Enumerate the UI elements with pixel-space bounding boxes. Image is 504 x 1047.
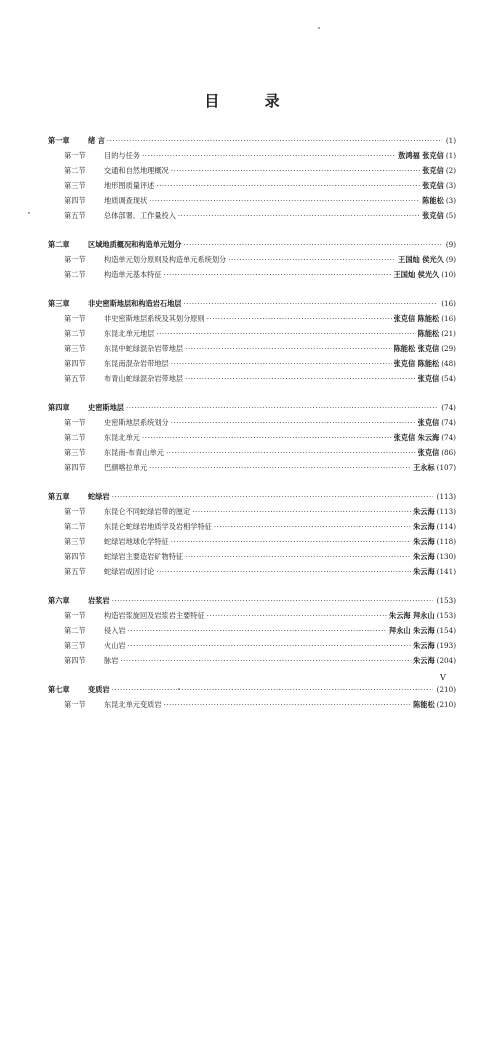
section-row: [48, 178, 456, 193]
section-row: [48, 326, 456, 341]
chapter-row: [48, 682, 456, 697]
page-reference: (48): [441, 359, 456, 368]
section-title: 构造单元基本特征: [104, 270, 162, 279]
author-names: 陈能松: [413, 700, 435, 709]
section-row: [48, 623, 456, 638]
chapter-number: 第一章: [48, 136, 70, 145]
dot-leader: [171, 534, 411, 549]
chapter-block: [48, 682, 456, 712]
section-row: [48, 252, 456, 267]
section-title: 侵入岩: [104, 626, 126, 635]
page-reference: (107): [436, 463, 456, 472]
section-number: 第四节: [64, 656, 86, 665]
section-row: [48, 549, 456, 564]
section-number: 第二节: [64, 329, 86, 338]
chapter-number: 第五章: [48, 492, 70, 501]
section-row: [48, 341, 456, 356]
section-title: 蛇绿岩地球化学特征: [104, 537, 169, 546]
section-number: 第三节: [64, 181, 86, 190]
section-row: [48, 208, 456, 223]
dot-leader: [185, 549, 411, 564]
section-number: 第二节: [64, 166, 86, 175]
section-row: [48, 267, 456, 282]
section-row: [48, 504, 456, 519]
page-number: V: [440, 673, 446, 682]
dot-leader: [149, 193, 420, 208]
page-reference: (21): [441, 329, 456, 338]
author-names: 陈能松 张克信: [393, 344, 440, 353]
section-title: 蛇绿岩成因讨论: [104, 567, 155, 576]
author-names: 张克信: [417, 448, 440, 457]
page-reference: (10): [441, 270, 456, 279]
chapter-block: [48, 593, 456, 668]
chapter-title: 史密斯地层: [88, 403, 124, 412]
section-title: 东昆中蛇绿混杂岩带地层: [104, 344, 184, 353]
scan-speck: [318, 27, 320, 29]
page-reference: (9): [445, 255, 456, 264]
page-reference: (113): [436, 492, 456, 501]
author-names: 朱云海: [413, 552, 435, 561]
dot-leader: [178, 208, 420, 223]
author-names: 朱云海: [413, 567, 435, 576]
author-names: 王永标: [413, 463, 435, 472]
section-number: 第二节: [64, 522, 86, 531]
section-title: 东昆北单元: [104, 433, 140, 442]
author-names: 张克信 陈能松: [393, 314, 440, 323]
chapter-title: 绪 言: [88, 136, 105, 145]
dot-leader: [107, 133, 442, 148]
section-number: 第一节: [64, 255, 86, 264]
section-row: [48, 356, 456, 371]
author-names: 朱云海: [413, 507, 435, 516]
dot-leader: [164, 267, 392, 282]
author-names: 王国灿 侯光久: [398, 255, 444, 264]
dot-leader: [112, 682, 433, 697]
section-title: 构造岩浆旋回及岩浆岩主要特征: [104, 611, 205, 620]
section-title: 蛇绿岩主要造岩矿物特征: [104, 552, 184, 561]
dot-leader: [166, 445, 416, 460]
page-reference: (3): [445, 196, 456, 205]
author-names: 朱云海: [413, 641, 435, 650]
author-names: 陈能松: [422, 196, 444, 205]
dot-leader: [171, 163, 421, 178]
chapter-block: [48, 133, 456, 223]
section-number: 第一节: [64, 151, 86, 160]
dot-leader: [183, 237, 441, 252]
author-names: 陈能松: [417, 329, 440, 338]
chapter-title: 岩浆岩: [88, 596, 110, 605]
page-title: 目 录: [204, 92, 300, 110]
section-number: 第四节: [64, 463, 86, 472]
section-number: 第一节: [64, 700, 86, 709]
chapter-block: [48, 296, 456, 386]
section-row: [48, 653, 456, 668]
section-number: 第四节: [64, 552, 86, 561]
section-title: 东昆北单元地层: [104, 329, 155, 338]
page-reference: (74): [441, 433, 456, 442]
dot-leader: [171, 356, 392, 371]
author-names: 张克信: [422, 211, 444, 220]
dot-leader: [142, 430, 392, 445]
author-names: 朱云海 拜永山: [389, 611, 435, 620]
author-names: 朱云海: [413, 656, 435, 665]
dot-leader: [214, 519, 411, 534]
section-title: 史密斯地层系统划分: [104, 418, 169, 427]
dot-leader: [112, 489, 433, 504]
author-names: 王国灿 侯光久: [393, 270, 440, 279]
page-reference: (130): [436, 552, 456, 561]
page-reference: (9): [445, 240, 456, 249]
chapter-row: [48, 296, 456, 311]
section-title: 东昆南混杂岩带地层: [104, 359, 169, 368]
page-reference: (3): [445, 181, 456, 190]
section-number: 第三节: [64, 641, 86, 650]
section-number: 第五节: [64, 211, 86, 220]
section-title: 东昆仑蛇绿岩地质学及岩相学特征: [104, 522, 212, 531]
page-reference: (1): [445, 151, 456, 160]
section-number: 第五节: [64, 567, 86, 576]
section-number: 第二节: [64, 270, 86, 279]
dot-leader: [156, 326, 415, 341]
section-title: 构造单元划分原则及构造单元系统划分: [104, 255, 227, 264]
page-reference: (113): [436, 507, 456, 516]
chapter-title: 区域地质概况和构造单元划分: [88, 240, 182, 249]
page-reference: (153): [436, 611, 456, 620]
chapter-title: 非史密斯地层和构造岩石地层: [88, 299, 182, 308]
chapter-title: 变质岩: [88, 685, 110, 694]
dot-leader: [185, 341, 392, 356]
chapter-number: 第三章: [48, 299, 70, 308]
dot-leader: [126, 400, 437, 415]
page-reference: (204): [436, 656, 456, 665]
section-row: [48, 445, 456, 460]
section-row: [48, 519, 456, 534]
section-row: [48, 148, 456, 163]
section-title: 地形图质量评述: [104, 181, 155, 190]
author-names: 敖鸿福 张克信: [398, 151, 444, 160]
chapter-number: 第七章: [48, 685, 70, 694]
chapter-row: [48, 237, 456, 252]
page-reference: (74): [441, 403, 456, 412]
dot-leader: [112, 593, 433, 608]
table-of-contents: [48, 133, 456, 726]
section-row: [48, 697, 456, 712]
page-reference: (86): [441, 448, 456, 457]
page-reference: (210): [436, 685, 456, 694]
dot-leader: [156, 564, 411, 579]
section-row: [48, 163, 456, 178]
section-number: 第三节: [64, 537, 86, 546]
scan-speck: [28, 212, 30, 214]
section-row: [48, 608, 456, 623]
chapter-row: [48, 593, 456, 608]
page-reference: (5): [445, 211, 456, 220]
section-title: 目的与任务: [104, 151, 140, 160]
dot-leader: [192, 504, 411, 519]
chapter-row: [48, 489, 456, 504]
page-reference: (16): [441, 314, 456, 323]
dot-leader: [149, 460, 411, 475]
dot-leader: [207, 311, 392, 326]
section-title: 火山岩: [104, 641, 126, 650]
chapter-number: 第六章: [48, 596, 70, 605]
page-reference: (141): [436, 567, 456, 576]
section-number: 第三节: [64, 344, 86, 353]
dot-leader: [185, 371, 416, 386]
section-number: 第四节: [64, 196, 86, 205]
dot-leader: [207, 608, 387, 623]
section-row: [48, 415, 456, 430]
page-reference: (114): [436, 522, 456, 531]
section-title: 脉岩: [104, 656, 119, 665]
page-reference: (54): [441, 374, 456, 383]
dot-leader: [228, 252, 396, 267]
section-title: 布青山蛇绿混杂岩带地层: [104, 374, 184, 383]
section-title: 交通和自然地理概况: [104, 166, 169, 175]
section-title: 总体部署、工作量投入: [104, 211, 176, 220]
page-reference: (210): [436, 700, 456, 709]
page-reference: (1): [445, 136, 456, 145]
page-reference: (29): [441, 344, 456, 353]
page-reference: (74): [441, 418, 456, 427]
section-number: 第一节: [64, 611, 86, 620]
scan-speck: [178, 688, 180, 690]
section-number: 第二节: [64, 626, 86, 635]
section-number: 第一节: [64, 507, 86, 516]
page-reference: (193): [436, 641, 456, 650]
section-row: [48, 638, 456, 653]
section-title: 东昆北单元变质岩: [104, 700, 162, 709]
dot-leader: [128, 638, 412, 653]
section-row: [48, 460, 456, 475]
section-number: 第五节: [64, 374, 86, 383]
author-names: 拜永山 朱云海: [389, 626, 435, 635]
chapter-number: 第四章: [48, 403, 70, 412]
dot-leader: [171, 415, 416, 430]
dot-leader: [128, 623, 387, 638]
dot-leader: [156, 178, 420, 193]
section-title: 非史密斯地层系统及其划分原则: [104, 314, 205, 323]
section-title: 东昆仑不同蛇绿岩带的厘定: [104, 507, 191, 516]
section-number: 第三节: [64, 448, 86, 457]
author-names: 张克信 朱云海: [393, 433, 440, 442]
chapter-row: [48, 400, 456, 415]
dot-leader: [183, 296, 437, 311]
section-title: 地质调查现状: [104, 196, 148, 205]
chapter-title: 蛇绿岩: [88, 492, 110, 501]
author-names: 张克信: [422, 181, 444, 190]
chapter-block: [48, 237, 456, 282]
author-names: 张克信: [417, 374, 440, 383]
chapter-number: 第二章: [48, 240, 70, 249]
chapter-row: [48, 133, 456, 148]
section-row: [48, 534, 456, 549]
section-row: [48, 311, 456, 326]
section-number: 第四节: [64, 359, 86, 368]
page-reference: (2): [445, 166, 456, 175]
page-reference: (16): [441, 299, 456, 308]
author-names: 朱云海: [413, 537, 435, 546]
section-row: [48, 564, 456, 579]
author-names: 张克信 陈能松: [393, 359, 440, 368]
chapter-block: [48, 489, 456, 579]
section-number: 第一节: [64, 418, 86, 427]
page-reference: (118): [436, 537, 456, 546]
section-title: 东昆南-布青山单元: [104, 448, 164, 457]
section-number: 第二节: [64, 433, 86, 442]
page-reference: (153): [436, 596, 456, 605]
dot-leader: [120, 653, 411, 668]
section-row: [48, 371, 456, 386]
author-names: 朱云海: [413, 522, 435, 531]
page-reference: (154): [436, 626, 456, 635]
author-names: 张克信: [422, 166, 444, 175]
chapter-block: [48, 400, 456, 475]
author-names: 张克信: [417, 418, 440, 427]
section-row: [48, 430, 456, 445]
section-row: [48, 193, 456, 208]
dot-leader: [142, 148, 396, 163]
dot-leader: [164, 697, 412, 712]
section-number: 第一节: [64, 314, 86, 323]
section-title: 巴颜喀拉单元: [104, 463, 148, 472]
